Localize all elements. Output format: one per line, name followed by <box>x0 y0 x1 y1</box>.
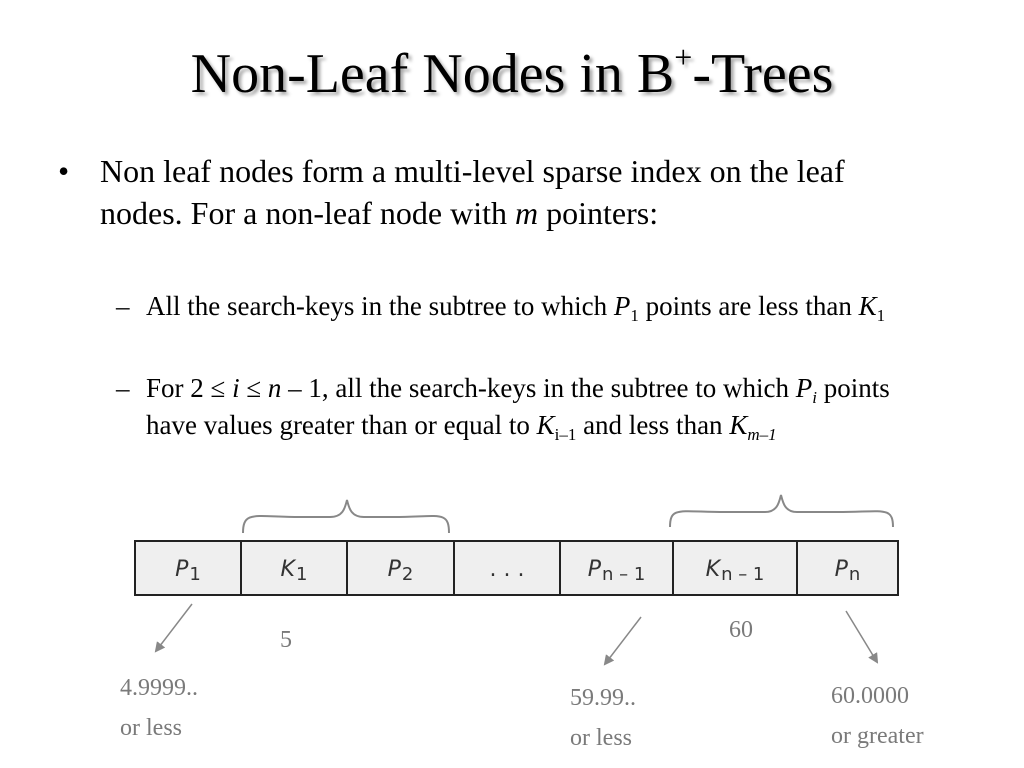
node-cell-subscript: 1 <box>189 564 201 585</box>
node-cell-symbol: P <box>387 557 401 582</box>
left-range-label <box>120 668 198 748</box>
sub-point-2-part-3: – 1, all the search-keys in the subtree to which <box>281 373 796 403</box>
variable-km-1: K <box>729 410 748 440</box>
key-1-value: 5 <box>280 627 292 653</box>
right-range-label <box>831 676 924 756</box>
node-cell-label-4 <box>490 557 525 582</box>
node-cell-symbol: K <box>280 557 295 582</box>
subscript-m-minus-1: m–1 <box>747 425 777 444</box>
bullet-text-part-2: pointers: <box>538 195 659 231</box>
node-cell-subscript: n – 1 <box>721 564 765 585</box>
node-cell-symbol: . . . <box>489 557 525 582</box>
title-suffix: -Trees <box>692 43 834 105</box>
variable-i: i <box>232 373 240 403</box>
mid-range-line-1: 59.99.. <box>570 685 636 711</box>
subscript-i: i <box>812 388 818 407</box>
node-cell-symbol: P <box>587 557 601 582</box>
sub-point-2-part-4: points have values greater than or equal to <box>146 373 890 440</box>
node-cell-subscript: 1 <box>295 564 308 585</box>
key-n-value: 60 <box>729 617 753 643</box>
node-cells <box>135 541 898 595</box>
bullet-text-part-1: Non leaf nodes form a multi-level sparse index on the leaf nodes. For a non-leaf node with <box>100 153 845 231</box>
left-range-line-1: 4.9999.. <box>120 675 198 701</box>
sub-point-2-part-2: ≤ <box>239 373 268 403</box>
brace-left <box>243 500 449 533</box>
variable-n: n <box>267 373 282 403</box>
left-range-line-2: or less <box>120 715 182 741</box>
pointer-arrow-pn <box>846 611 877 662</box>
subscript-1: 1 <box>630 306 639 325</box>
node-cell-subscript: 2 <box>401 564 414 585</box>
variable-ki-1: K <box>536 410 555 440</box>
node-cell-symbol: K <box>705 557 721 582</box>
mid-range-label <box>570 678 636 758</box>
variable-m: m <box>515 195 539 231</box>
sub-point-1-part-1: All the search-keys in the subtree to which <box>146 291 614 321</box>
subscript-i-minus-1: i–1 <box>554 425 577 444</box>
sub-point-2-part-5: and less than <box>576 410 730 440</box>
subscript-1b: 1 <box>876 306 886 325</box>
node-cell-symbol: P <box>834 557 848 582</box>
sub-point-1-part-2: points are less than <box>638 291 859 321</box>
variable-k1: K <box>858 291 877 321</box>
sub-point-2-part-1: For 2 ≤ <box>146 373 233 403</box>
node-cell-subscript: n <box>848 564 861 585</box>
title-superscript: + <box>674 39 693 75</box>
right-range-line-1: 60.0000 <box>831 683 909 709</box>
sub-point-mark: – <box>116 373 130 403</box>
brace-right <box>670 495 893 527</box>
pointer-arrow-p1 <box>156 604 192 651</box>
variable-pi: P <box>795 373 813 403</box>
bullet-mark: • <box>58 153 70 189</box>
right-range-line-2: or greater <box>831 723 924 749</box>
node-cell-symbol: P <box>175 557 189 582</box>
mid-range-line-2: or less <box>570 725 632 751</box>
variable-p1: P <box>613 291 631 321</box>
sub-point-mark: – <box>116 291 130 321</box>
pointer-arrow-pn-1 <box>605 617 641 664</box>
node-cell-subscript: n – 1 <box>601 564 646 585</box>
title-text: Non-Leaf Nodes in B <box>190 43 675 105</box>
